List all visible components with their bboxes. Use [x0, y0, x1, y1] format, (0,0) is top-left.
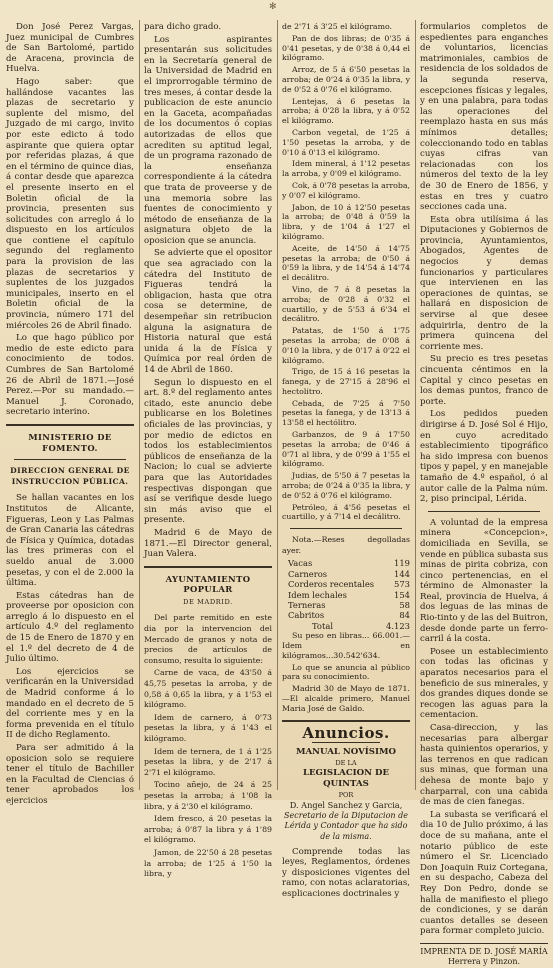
- price-item: Idem mineral, á 1'12 pesetas la arroba, y 0'09 el kilógramo.: [282, 159, 410, 179]
- price-item: Jamon, de 22'50 á 28 pesetas la arroba; de 1'25 á 1'50 la libra, y: [144, 847, 272, 879]
- ad-paragraph: Su precio es tres pesetas cincuenta céntimos en la Capital y cinco pesetas en los demas puntos, franco de porte.: [420, 354, 548, 407]
- price-item: Petróleo, á 4'56 pesetas el cuartillo, y á 7'14 el decálitro.: [282, 502, 410, 522]
- auction-paragraph: Casa-direccion, y las necesarias para albergar hasta quinientos operarios, y las terrenos en que radican sus minas, que forman una dehesa de monte bajo y charparral, con una cabida de mas de cien fanegas.: [420, 723, 548, 808]
- auction-paragraph: La subasta se verificará el dia 10 de Julio próximo, á las doce de su mañana, ante el notario público de este número el Sr. Licenciado Don Joaquin Ruiz Cortegana, en su despacho, Cabeza del Rey Don Pedro, donde se halla de manifiesto el pliego de condiciones, y se darán cuantos detalles se deseen para formar completo juicio.: [420, 809, 548, 937]
- total-label: Total: [312, 620, 334, 631]
- divider: [312, 742, 380, 743]
- slaughter-label: Corderos recentales: [288, 579, 375, 590]
- column-divider: [415, 20, 416, 790]
- slaughter-value: 84: [399, 610, 410, 621]
- notice-paragraph: Los ejercicios se verificarán en la Universidad de Madrid conforme á lo mandado en el decreto de 5 del corriente mes y en la forma prevenida en el título II de dicho Reglamento.: [6, 666, 134, 741]
- slaughter-row: [282, 590, 410, 600]
- divider: [14, 459, 126, 460]
- notice-paragraph: Estas cátedras han de proveerse por oposicion con arreglo á lo dispuesto en el artículo 4.º del reglamento de 15 de Enero de 1870 y en el 1.º del decreto de 4 de Julio último.: [6, 590, 134, 665]
- column-divider: [277, 20, 278, 790]
- price-item: Idem de carnero, á 0'73 pesetas la libra, y á 1'43 el kilógramo.: [144, 712, 272, 743]
- book-author: D. Angel Sanchez y Garcia,: [289, 800, 403, 811]
- column-1: [6, 22, 134, 806]
- book-by: POR: [338, 790, 354, 799]
- price-item: Cok, á 0'78 pesetas la arroba, y 0'07 el kilógramo.: [282, 180, 410, 200]
- section-divider: [282, 720, 410, 722]
- price-intro: Del parte remitido en este dia por la intervencion del Mercado de granos y nota de precios de artículos de consumo, resulta lo siguiente:: [144, 613, 272, 665]
- imprint-line: IMPRENTA DE D. JOSÉ MARÍA Herrera y Pinzon.: [420, 943, 548, 968]
- slaughter-label: Cabritos: [288, 610, 325, 621]
- auction-paragraph: A voluntad de la empresa minera «Concepcion», domiciliada en Sevilla, se vende en pública subasta sus minas de pirita cobriza, con cinco pertenencias, en el término de Almonaster la Real, provincia de Huelva, á dos leguas de las minas de Rio-tinto y de las del Buitron, desde donde parte un ferro-carril á la costa.: [420, 517, 548, 645]
- section-subheading: DE MADRID.: [183, 597, 233, 606]
- column-4: [420, 22, 548, 967]
- price-item: Carbon vegetal, de 1'25 á 1'50 pesetas la arroba, y de 0'10 á 0'13 el kilógramo.: [282, 127, 410, 157]
- slaughter-label: Carneros: [288, 568, 328, 579]
- notice-line: Lo que se anuncia al público para su conocimiento.: [282, 662, 410, 682]
- book-author-role: Secretario de la Diputacion de Lérida y Contador que ha sido de la misma.: [284, 810, 408, 841]
- section-divider: [6, 424, 134, 426]
- section-divider: [144, 566, 272, 568]
- price-item: Patatas, de 1'50 á 1'75 pesetas la arroba; de 0'08 á 0'10 la libra, y de 0'17 á 0'22 el kilógramo.: [282, 326, 410, 365]
- notice-tail: [282, 631, 410, 713]
- price-item: Cebada, de 7'25 á 7'50 pesetas la fanega, y de 13'13 á 13'58 el hectólitro.: [282, 398, 410, 428]
- column-divider: [139, 20, 140, 790]
- slaughter-label: Idem lechales: [288, 589, 347, 600]
- notice-paragraph: Segun lo dispuesto en el art. 8.º del reglamento antes citado, este anuncio debe publicarse en los Boletines oficiales de las provincias, y por medio de edictos en todos los establecimientos públicos de enseñanza de la Nacion; lo cual se advierte para que las Autoridades respectivas dispongan que así se verifique desde luego sin más aviso que el presente.: [144, 377, 272, 526]
- column-3: [282, 22, 410, 899]
- section-subheading: DIRECCION GENERAL DE INSTRUCCION PÚBLICA.: [10, 466, 130, 486]
- notice-paragraph: Se advierte que el opositor que sea agraciado con la cátedra del Instituto de Figueras tendrá la obligacion, hasta que otra cosa se determine, de desempeñar sin retribucion alguna la asignatura de Historia natural que está unida á la de Física y Química por real órden de 14 de Abril de 1860.: [144, 248, 272, 375]
- book-title: MANUAL NOVÍSIMO: [295, 747, 397, 758]
- column-2: [144, 22, 272, 879]
- slaughter-value: 58: [399, 600, 410, 611]
- slaughter-label: Vacas: [288, 558, 313, 569]
- slaughter-row: [282, 579, 410, 589]
- continuation-text: formularios completos de espedientes para enganches de voluntarios, licencias matrimoniales, cambios de residencia de los soldados de la segunda reserva, escepciones físicas y legales, y en una palabra, para todas las operaciones del reemplazo hasta en sus más mínimos detalles; coleccionando todo en tablas cuyas cifras van relacionadas con los números del texto de la ley de 30 de Enero de 1856, y estas en tres y cuatro secciones cada una.: [420, 22, 548, 213]
- price-item: Garbanzos, de 9 á 17'50 pesetas la arroba; de 0'46 á 0'71 al libra, y de 0'99 á 1'55 el kilógramo.: [282, 430, 410, 469]
- price-item: Judias, de 5'50 á 7 pesetas la arroba; de 0'24 á 0'35 la libra, y de 0'52 á 0'76 el kilógramo.: [282, 471, 410, 500]
- slaughter-row: [282, 600, 410, 610]
- notice-paragraph: Se hallan vacantes en los Institutos de Alicante, Figueras, Leon y Las Palmas de Gran Canaria las cátedras de Física y Química, dotadas las tres primeras con el sueldo anual de 3.000 pesetas, y con el de 2.000 la última.: [6, 493, 134, 589]
- section-heading: AYUNTAMIENTO POPULAR: [165, 573, 251, 595]
- price-item: Lentejas, á 6 pesetas la arroba; á 0'28 la libra, y á 0'52 el kilógramo.: [282, 96, 410, 126]
- slaughter-value: 144: [394, 568, 410, 579]
- notice-paragraph: Para ser admitido á la oposicion solo se requiere tener el título de Bachiller en la Facultad de Ciencias ó tener aprobados los ejercicios: [6, 743, 134, 806]
- book-title-connector: DE LA: [335, 758, 357, 767]
- notice-paragraph: Los aspirantes presentarán sus solicitudes en la Secretaría general de la Universidad de Madrid en el improrrogable término de tres meses, á contar desde la publicacion de este anuncio en la Gaceta, acompañadas de los documentos ó copias autorizadas de ellos que acrediten su aptitud legal, de un programa razonado de la enseñanza correspondiente á la cátedra que trata de proveerse y de una memoria sobre las fuentes de conocimiento y método de enseñanza de la asignatura objeto de la oposicion que se anuncia.: [144, 34, 272, 246]
- price-item: Aceite, de 14'50 á 14'75 pesetas la arroba; de 0'50 á 0'59 la libra, y de 14'54 á 14'74 el decálitro.: [282, 243, 410, 283]
- slaughter-value: 154: [394, 589, 410, 600]
- ad-paragraph: Esta obra utilísima á las Diputaciones y Gobiernos de provincia, Ayuntamientos, Abogados, Agentes de negocios y demas funcionarios y particulares que intervienen en las operaciones de quintas, se hallará en disposicion de servirse al que desee adquirirla, dentro de la primera quincena del corriente mes.: [420, 214, 548, 352]
- weight-line: Su peso en libras... 66.001.— Idem en kilógramos...30.542'634.: [282, 631, 410, 660]
- book-title-2: LEGISLACION DE QUINTAS: [302, 768, 390, 790]
- slaughter-row: [282, 558, 410, 568]
- price-item: de 2'71 á 3'25 el kilógramo.: [282, 22, 393, 31]
- section-heading: MINISTERIO DE FOMENTO.: [28, 431, 112, 453]
- price-item: Jabon, de 10 á 12'50 pesetas la arroba; de 0'48 á 0'59 la libra, y de 1'04 á 1'27 el kilógramo.: [282, 202, 410, 241]
- edict-header: Don José Perez Vargas, Juez municipal de Cumbres de San Bartolomé, partido de Aracena, provincia de Huelva.: [6, 22, 134, 75]
- notice-signature: Madrid 30 de Mayo de 1871.—El alcalde primero, Manuel Maria José de Galdo.: [282, 684, 410, 713]
- ornament-icon: ✻: [269, 2, 277, 12]
- price-item: Idem de ternera, de 1 á 1'25 pesetas la libra, y de 2'17 á 2'71 el kilógramo.: [144, 746, 272, 777]
- price-list: [282, 22, 410, 522]
- slaughter-total-row: [282, 621, 410, 631]
- divider: [290, 528, 402, 529]
- slaughter-table-header: Nota.—Reses degolladas ayer.: [282, 535, 410, 555]
- continuation-text: para dicho grado.: [144, 22, 222, 32]
- anuncios-title: Anuncios.: [302, 723, 390, 742]
- edict-closing: Lo que hago público por medio de este edicto para conocimiento de todos. Cumbres de San Bartolomé 26 de Abril de 1871.—José Perez.—Por su mandado.—Manuel J. Coronado, secretario interino.: [6, 333, 134, 418]
- price-item: Tocino añejo, de 24 á 25 pesetas la arroba; á 1'08 la libra, y á 2'30 el kilógramo.: [144, 780, 272, 811]
- price-item: Trigo, de 15 á 16 pesetas la fanega, y de 27'15 á 28'96 el hectolitro.: [282, 367, 410, 396]
- ad-paragraph: Los pedidos pueden dirigirse á D. José Sol é Hijo, en cuyo acreditado establecimiento tipográfico ha sido impresa con buenos tipos y papel, y en manejable tamaño de 4.º español, ó al autor calle de la Palma núm. 2, piso principal, Lérida.: [420, 409, 548, 505]
- slaughter-value: 119: [394, 558, 410, 569]
- edict-body: Hago saber: que hallándose vacantes las plazas de secretario y suplente del mismo, del Juzgado de mi cargo, invito por este edicto á todo aspirante que quiera optar por referidas plazas, á que en el término de quince dias, á contar desde que aparezca el presente inserto en el Boletin oficial de la provincia, presenten sus solicitudes con arreglo á lo dispuesto en los artículos que contiene el capítulo segundo del reglamento para la provision de las plazas de secretarios y suplentes de los juzgados municipales, inserto en el Boletin oficial de la provincia, número 171 del miércoles 26 de Abril finado.: [6, 76, 134, 331]
- book-description: Comprende todas las leyes, Reglamentos, órdenes y disposiciones vigentes del ramo, con notas aclaratorias, esplicaciones doctrinales y: [282, 846, 410, 899]
- price-item: Arroz, de 5 á 6'50 pesetas la arroba; de 0'24 á 0'35 la libra, y de 0'52 á 0'76 el kilógramo.: [282, 65, 410, 94]
- divider: [428, 511, 540, 512]
- slaughter-row: [282, 610, 410, 620]
- price-item: Pan de dos libras; de 0'35 á 0'41 pesetas, y de 0'38 á 0,44 el kilógramo.: [282, 33, 410, 63]
- slaughter-table: [282, 558, 410, 631]
- price-item: Idem fresco, á 20 pesetas la arroba; á 0'87 la libra y á 1'89 el kilógramo.: [144, 814, 272, 845]
- price-item: Vino, de 7 á 8 pesetas la arroba; de 0'28 á 0'32 el cuartillo, y de 5'53 á 6'34 el decálitro.: [282, 284, 410, 324]
- auction-paragraph: Posee un establecimiento con todas las oficinas y aparatos necesarios para el beneficio de sus minerales, y dos grandes diques donde se recogen las aguas para la cementacion.: [420, 646, 548, 721]
- slaughter-label: Terneras: [288, 600, 326, 611]
- slaughter-row: [282, 569, 410, 579]
- total-value: 4.123: [386, 620, 410, 631]
- price-item: Carne de vaca, de 43'50 á 45,75 pesetas la arroba, y de 0,58 á 0,65 la libra, y á 1'53 el kilógramo.: [144, 668, 272, 710]
- notice-signature: Madrid 6 de Mayo de 1871.—El Director general, Juan Valera.: [144, 527, 272, 560]
- slaughter-value: 573: [394, 579, 410, 590]
